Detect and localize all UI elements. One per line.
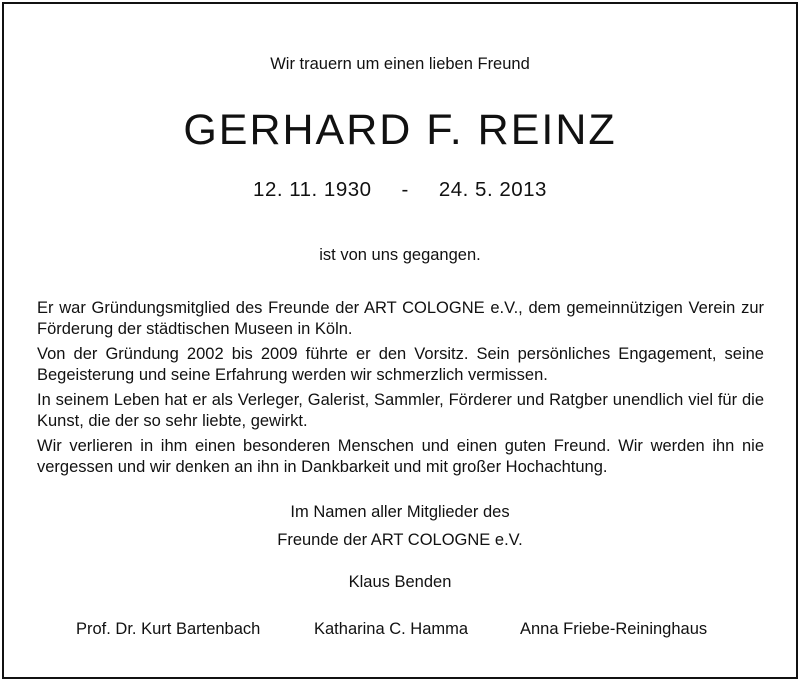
intro-text: Wir trauern um einen lieben Freund [270,55,530,73]
body-paragraph: In seinem Leben hat er als Verleger, Galerist, Sammler, Förderer und Ratgber unendlich viel für die Kunst, die der so sehr liebte, gewirkt. [37,391,764,430]
primary-signer: Klaus Benden [348,573,452,591]
body-paragraph: Von der Gründung 2002 bis 2009 führte er den Vorsitz. Sein persönliches Engagement, seine Begeisterung und seine Erfahrung werden wir schmerzlich vermissen. [37,345,764,384]
signer-name: Prof. Dr. Kurt Bartenbach [76,620,261,638]
deceased-name: GERHARD F. REINZ [183,106,617,154]
date-separator: - [401,178,409,201]
signer-name: Anna Friebe-Reininghaus [520,620,708,638]
life-dates [0,178,800,202]
signer-name: Katharina C. Hamma [314,620,469,638]
notice-body [37,298,764,482]
signature-line-1: Im Namen aller Mitglieder des [290,503,510,521]
passed-away-text: ist von uns gegangen. [319,246,481,264]
body-paragraph: Wir verlieren in ihm einen besonderen Menschen und einen guten Freund. Wir werden ihn nie vergessen und wir denken an ihn in Dankbarkeit und mit großer Hochachtung. [37,437,764,476]
body-paragraph: Er war Gründungsmitglied des Freunde der ART COLOGNE e.V., dem gemeinnützigen Verein zur Förderung der städtischen Museen in Köln. [37,299,764,338]
death-date: 24. 5. 2013 [438,178,547,201]
birth-date: 12. 11. 1930 [253,178,372,201]
signature-line-2: Freunde der ART COLOGNE e.V. [277,531,523,549]
